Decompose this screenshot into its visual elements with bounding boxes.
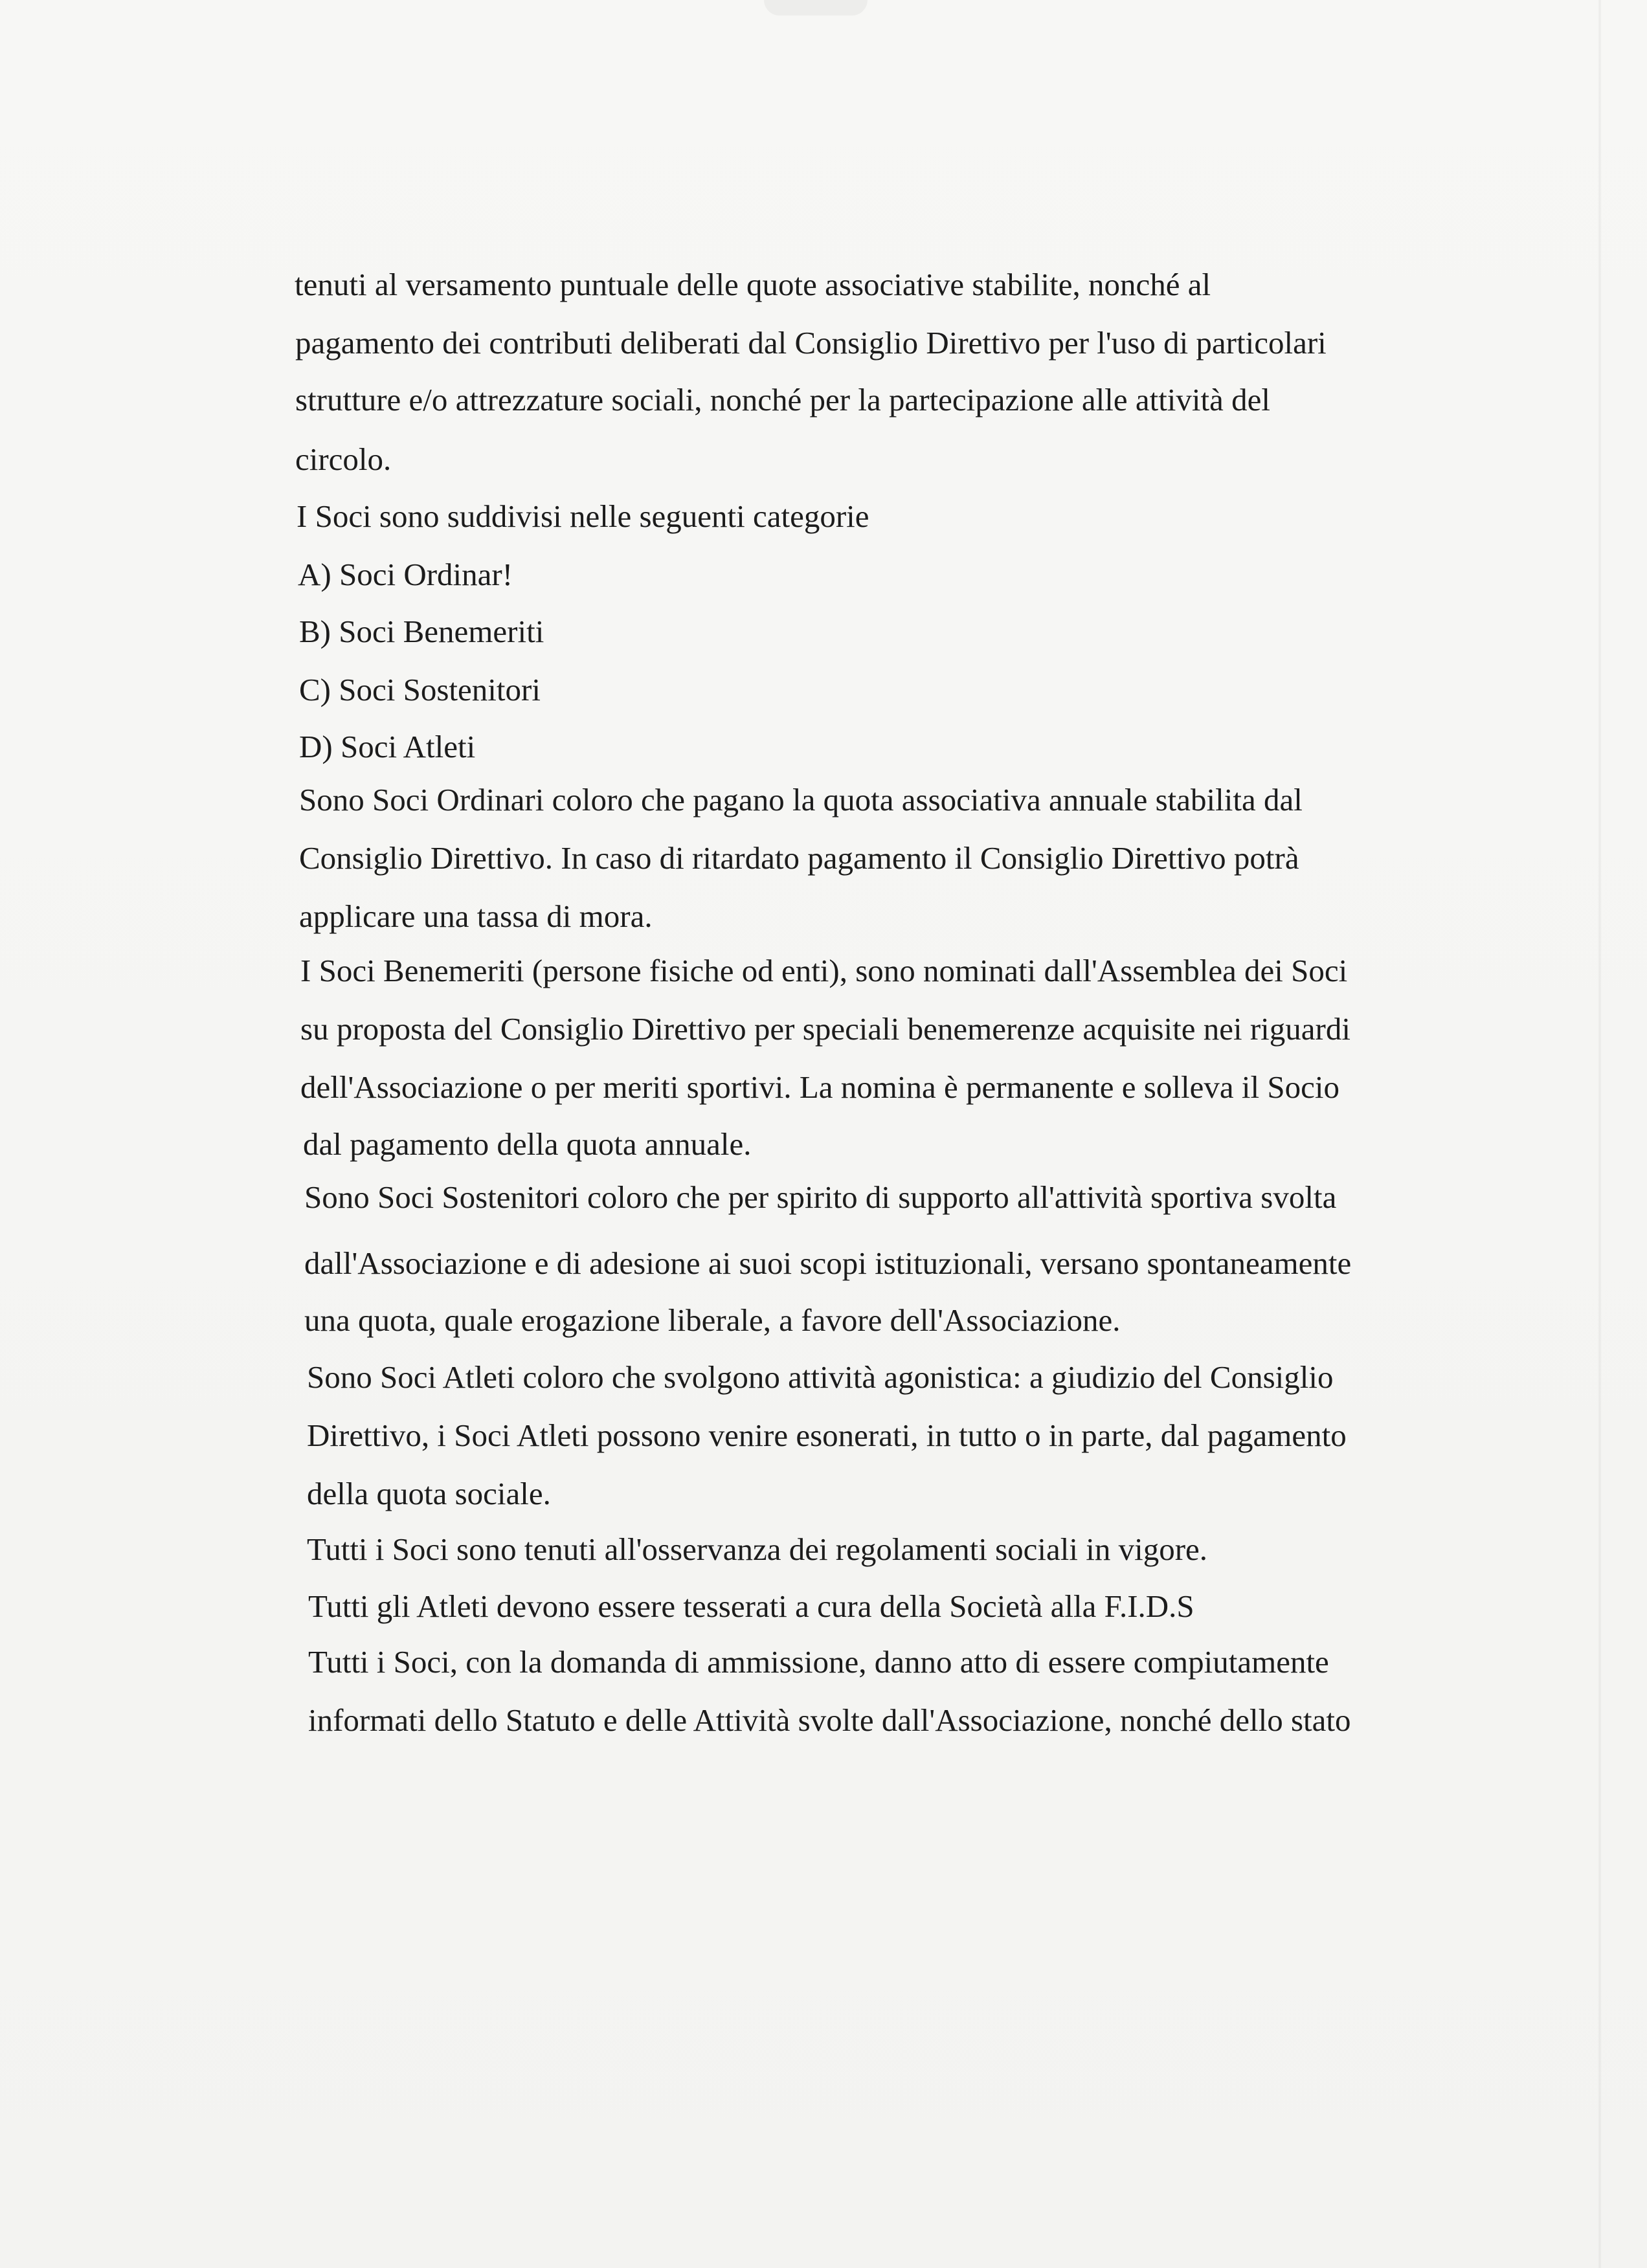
text-line-2: pagamento dei contributi deliberati dal Consiglio Direttivo per l'uso di particolari [295, 325, 1327, 361]
text-line-24: Tutti gli Atleti devono essere tesserati a cura della Società alla F.I.D.S [308, 1588, 1194, 1624]
text-line-12: applicare una tassa di mora. [299, 898, 653, 934]
text-line-20: Sono Soci Atleti coloro che svolgono attività agonistica: a giudizio del Consiglio [307, 1359, 1334, 1395]
text-line-11: Consiglio Direttivo. In caso di ritardato pagamento il Consiglio Direttivo potrà [299, 840, 1299, 876]
text-line-22: della quota sociale. [307, 1476, 551, 1511]
text-line-18: dall'Associazione e di adesione ai suoi scopi istituzionali, versano spontaneamente [304, 1245, 1352, 1281]
text-line-25: Tutti i Soci, con la domanda di ammissione, danno atto di essere compiutamente [308, 1644, 1329, 1680]
text-line-21: Direttivo, i Soci Atleti possono venire esonerati, in tutto o in parte, dal pagamento [307, 1418, 1347, 1453]
text-line-10: Sono Soci Ordinari coloro che pagano la quota associativa annuale stabilita dal [299, 782, 1303, 817]
text-line-16: dal pagamento della quota annuale. [303, 1126, 752, 1162]
text-line-3: strutture e/o attrezzature sociali, nonché per la partecipazione alle attività del [295, 382, 1271, 417]
text-line-5: I Soci sono suddivisi nelle seguenti categorie [297, 498, 869, 534]
text-line-8: C) Soci Sostenitori [299, 672, 541, 707]
text-line-26: informati dello Statuto e delle Attività svolte dall'Associazione, nonché dello stato [308, 1702, 1351, 1738]
text-line-14: su proposta del Consiglio Direttivo per speciali benemerenze acquisite nei riguardi [300, 1011, 1350, 1047]
text-line-15: dell'Associazione o per meriti sportivi. La nomina è permanente e solleva il Socio [300, 1069, 1339, 1105]
text-line-17: Sono Soci Sostenitori coloro che per spirito di supporto all'attività sportiva svolta [304, 1179, 1337, 1215]
scan-shadow [764, 0, 868, 16]
text-line-19: una quota, quale erogazione liberale, a favore dell'Associazione. [304, 1302, 1121, 1338]
text-line-9: D) Soci Atleti [299, 729, 476, 764]
text-line-23: Tutti i Soci sono tenuti all'osservanza dei regolamenti sociali in vigore. [307, 1531, 1208, 1567]
text-line-7: B) Soci Benemeriti [299, 614, 544, 649]
text-line-6: A) Soci Ordinar! [298, 557, 513, 592]
text-line-1: tenuti al versamento puntuale delle quote associative stabilite, nonché al [295, 267, 1211, 302]
text-line-13: I Soci Benemeriti (persone fisiche od enti), sono nominati dall'Assemblea dei Soci [300, 953, 1348, 988]
text-line-4: circolo. [295, 441, 392, 477]
